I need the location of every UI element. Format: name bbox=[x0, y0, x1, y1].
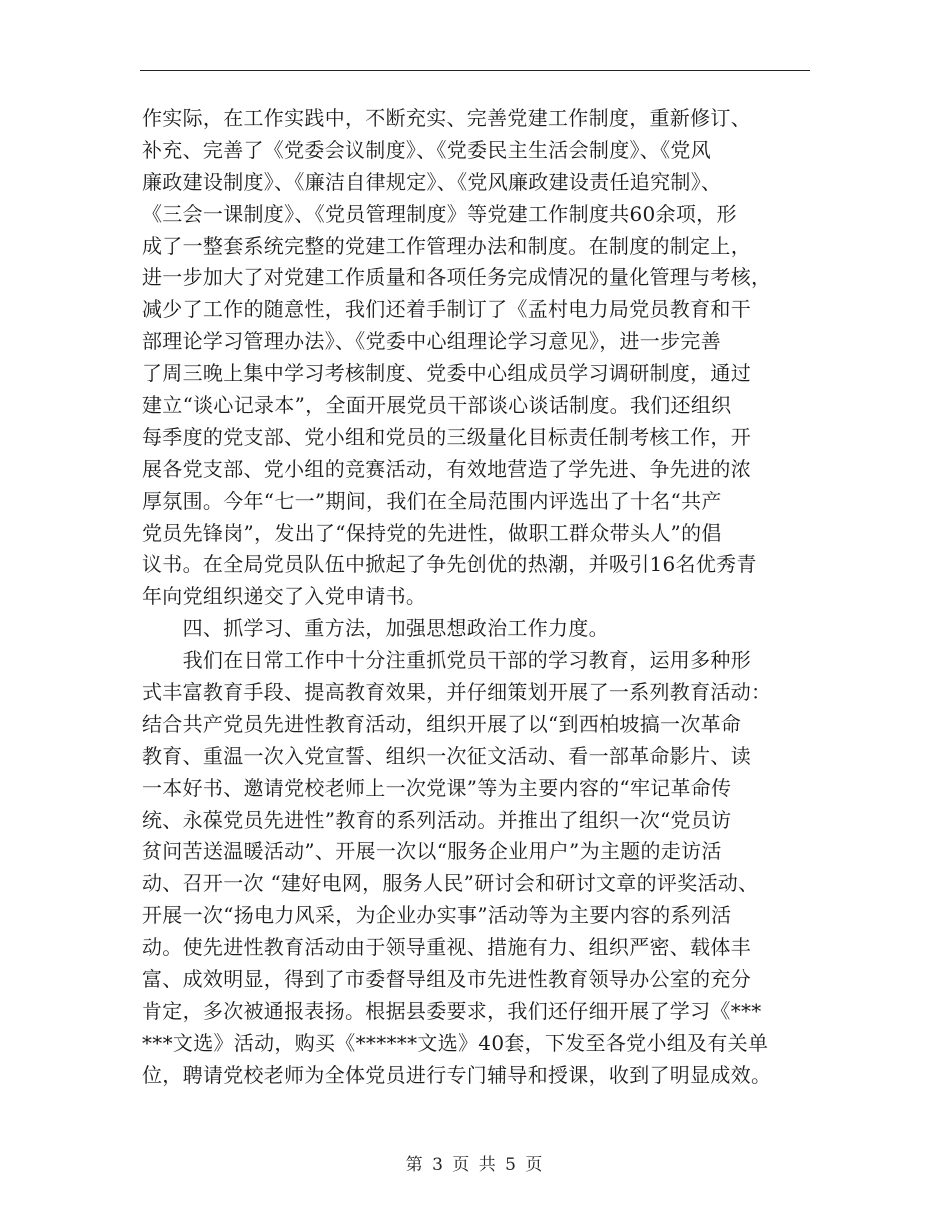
page-number-footer: 第 3 页 共 5 页 bbox=[405, 1155, 545, 1175]
text-line: 作实际，在工作实践中，不断充实、完善党建工作制度，重新修订、 bbox=[142, 106, 751, 130]
section-heading: 四、抓学习、重方法，加强思想政治工作力度。 bbox=[142, 616, 609, 641]
text-line: 统、永葆党员先进性”教育的系列活动。并推出了组织一次“党员访 bbox=[142, 807, 732, 832]
text-line: 建立“谈心记录本”，全面开展党员干部谈心谈话制度。我们还组织 bbox=[142, 393, 732, 418]
text-line: 补充、完善了《党委会议制度》、《党委民主生活会制度》、《党风 bbox=[142, 137, 711, 162]
text-line: ***文选》活动，购买《******文选》40套，下发至各党小组及有关单 bbox=[142, 1030, 769, 1055]
text-line: 我们在日常工作中十分注重抓党员干部的学习教育，运用多种形 bbox=[142, 648, 751, 673]
text-line: 动。使先进性教育活动由于领导重视、措施有力、组织严密、载体丰 bbox=[142, 935, 751, 960]
text-line: 成了一整套系统完整的党建工作管理办法和制度。在制度的制定上， bbox=[142, 233, 751, 258]
text-line: 教育、重温一次入党宣誓、组织一次征文活动、看一部革命影片、读 bbox=[142, 743, 751, 768]
text-line: 开展一次“扬电力风采，为企业办实事”活动等为主要内容的系列活 bbox=[142, 903, 732, 928]
text-line: 展各党支部、党小组的竞赛活动，有效地营造了学先进、争先进的浓 bbox=[142, 456, 751, 481]
text-line: 富、成效明显，得到了市委督导组及市先进性教育领导办公室的充分 bbox=[142, 967, 751, 992]
document-body bbox=[142, 103, 832, 1092]
text-line: 肯定，多次被通报表扬。根据县委要求，我们还仔细开展了学习《*** bbox=[142, 998, 762, 1023]
text-line: 进一步加大了对党建工作质量和各项任务完成情况的量化管理与考核， bbox=[142, 265, 772, 290]
text-line: 年向党组织递交了入党申请书。 bbox=[142, 584, 427, 609]
text-line: 《三会一课制度》、《党员管理制度》等党建工作制度共60余项，形 bbox=[142, 201, 737, 226]
text-line: 部理论学习管理办法》、《党委中心组理论学习意见》，进一步完善 bbox=[142, 329, 721, 354]
header-rule bbox=[140, 70, 810, 71]
text-line: 一本好书、邀请党校老师上一次党课”等为主要内容的“牢记革命传 bbox=[142, 775, 732, 800]
text-line: 动、召开一次 “建好电网，服务人民”研讨会和研讨文章的评奖活动、 bbox=[142, 871, 759, 896]
text-line: 位，聘请党校老师为全体党员进行专门辅导和授课，收到了明显成效。 bbox=[142, 1062, 772, 1087]
text-line: 党员先锋岗”，发出了“保持党的先进性，做职工群众带头人”的倡 bbox=[142, 520, 722, 545]
text-line: 结合共产党员先进性教育活动，组织开展了以“到西柏坡搞一次革命 bbox=[142, 711, 742, 736]
text-line: 贫问苦送温暖活动”、开展一次以“服务企业用户”为主题的走访活 bbox=[142, 839, 722, 864]
text-line: 议书。在全局党员队伍中掀起了争先创优的热潮，并吸引16名优秀青 bbox=[142, 552, 757, 577]
text-line: 每季度的党支部、党小组和党员的三级量化目标责任制考核工作，开 bbox=[142, 424, 751, 449]
text-line: 了周三晚上集中学习考核制度、党委中心组成员学习调研制度，通过 bbox=[142, 361, 751, 386]
text-line: 廉政建设制度》、《廉洁自律规定》、《党风廉政建设责任追究制》、 bbox=[142, 169, 722, 194]
text-line: 式丰富教育手段、提高教育效果，并仔细策划开展了一系列教育活动： bbox=[142, 680, 772, 705]
text-line: 厚氛围。今年“七一”期间，我们在全局范围内评选出了十名“共产 bbox=[142, 488, 722, 513]
text-line: 减少了工作的随意性，我们还着手制订了《孟村电力局党员教育和干 bbox=[142, 297, 751, 322]
